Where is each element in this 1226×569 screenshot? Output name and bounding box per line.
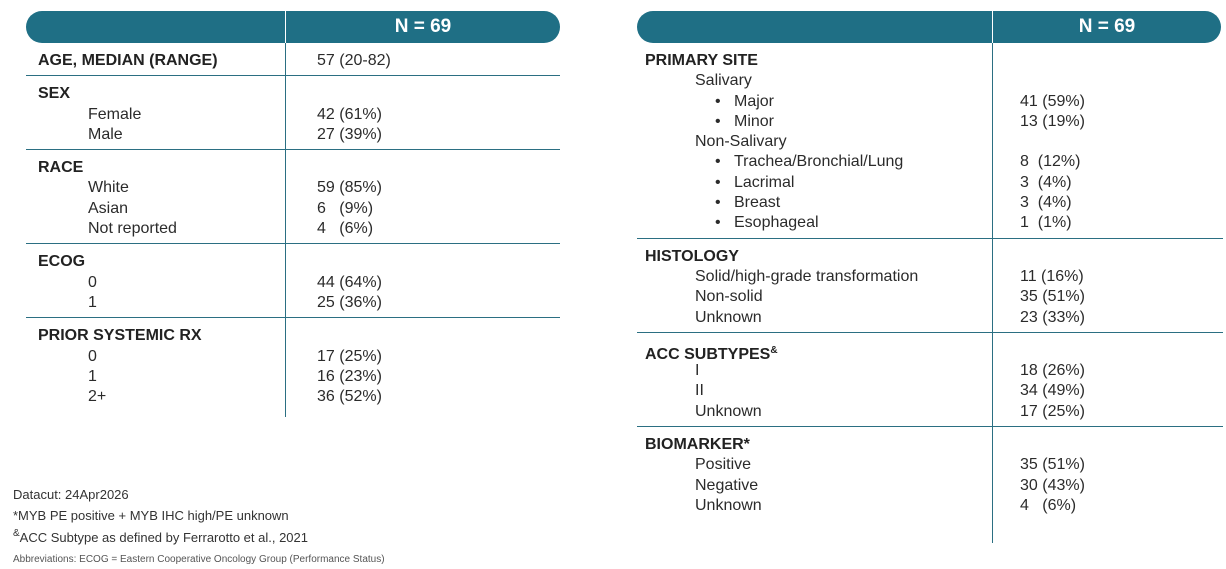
section-ecog [26,244,560,318]
table-row [26,178,560,198]
table-row [637,152,1223,172]
row-label: Unknown [695,496,762,514]
section-prior-systemic-rx [26,318,560,411]
table-row [637,402,1223,422]
row-label: 0 [88,347,97,365]
row-value: 18 (26%) [1020,362,1085,380]
row-value: 42 (61%) [317,105,382,123]
table-row [637,435,1223,455]
section-biomarker [637,427,1223,520]
abbreviations-note: Abbreviations: ECOG = Eastern Cooperative Oncology Group (Performance Status) [13,554,385,565]
table-row [26,347,560,367]
row-value: 1 (1%) [1020,214,1072,232]
row-label: Major [734,92,775,110]
row-label: Unknown [695,308,762,326]
section-title: HISTOLOGY [645,247,739,265]
row-value: 8 (12%) [1020,153,1081,171]
row-label: 0 [88,273,97,291]
subgroup-label: Salivary [695,72,752,90]
table-row [637,381,1223,401]
section-sex [26,76,560,150]
n-count-label: N = 69 [394,16,452,37]
section-histology [637,239,1223,333]
table-row [637,308,1223,328]
row-value: 3 (4%) [1020,194,1072,212]
table-row [26,51,560,71]
section-primary-site [637,43,1223,239]
section-acc-subtypes [637,333,1223,427]
table-row [26,273,560,293]
bullet-icon: • [715,112,721,130]
section-title: ECOG [38,253,86,271]
bullet-icon: • [715,173,721,191]
bullet-icon: • [715,214,721,232]
bullet-icon: • [715,153,721,171]
bullet-icon: • [715,194,721,212]
section-title: SEX [38,85,71,103]
table-row [637,112,1223,132]
table-row [26,326,560,346]
table-row [637,247,1223,267]
acc-subtype-footnote [13,525,385,547]
section-title: BIOMARKER* [645,436,750,454]
row-label: II [695,382,704,400]
table-row [26,387,560,407]
footnote-marker: & [770,344,778,356]
datacut-note: Datacut: 24Apr2026 [13,487,129,502]
section-title: PRIMARY SITE [645,52,758,69]
row-value: 17 (25%) [317,347,382,365]
row-label: Minor [734,112,775,130]
row-value: 3 (4%) [1020,173,1072,191]
row-label: 1 [88,293,97,311]
row-label: Male [88,125,123,143]
table-row [637,287,1223,307]
row-value: 34 (49%) [1020,382,1085,400]
row-label: Unknown [695,402,762,420]
subgroup-label: Non-Salivary [695,133,787,151]
row-label: Not reported [88,220,177,238]
table-row [26,367,560,387]
row-value: 6 (9%) [317,199,374,217]
row-value: 11 (16%) [1020,267,1084,285]
table-row [637,267,1223,287]
row-label: 1 [88,367,97,385]
row-label: Female [88,105,142,123]
demographics-table [26,11,560,411]
table-row [26,293,560,313]
row-label: Trachea/Bronchial/Lung [734,153,904,171]
section-title: RACE [38,159,84,177]
table-row [26,219,560,239]
row-label: Lacrimal [734,173,795,191]
biomarker-footnote: *MYB PE positive + MYB IHC high/PE unknown [13,508,289,523]
footnotes [13,486,385,569]
row-label: White [88,179,129,197]
table-row [637,173,1223,193]
bullet-icon: • [715,92,721,110]
table-row [26,105,560,125]
footnote-marker: & [13,528,20,539]
section-title-text: ACC SUBTYPES [645,345,771,363]
row-value: 17 (25%) [1020,402,1085,420]
table-row [637,341,1223,361]
row-value: 41 (59%) [1020,92,1085,110]
section-age [26,43,560,76]
row-label: Breast [734,194,781,212]
table-row [637,476,1223,496]
row-value: 16 (23%) [317,367,382,385]
row-value: 4 (6%) [1020,496,1077,514]
row-value: 13 (19%) [1020,112,1085,130]
row-label: Asian [88,199,129,217]
row-value: 30 (43%) [1020,476,1085,494]
row-label: I [695,362,700,380]
footnote-text: ACC Subtype as defined by Ferrarotto et al., 2021 [19,530,309,545]
section-title: PRIOR SYSTEMIC RX [38,327,202,345]
table-row [26,84,560,104]
table-header-bar [26,11,560,43]
row-label: Solid/high-grade transformation [695,267,919,285]
row-label: Negative [695,476,759,494]
table-row [637,92,1223,112]
row-value: 44 (64%) [317,273,382,291]
row-value: 59 (85%) [317,179,382,197]
row-value: 23 (33%) [1020,308,1085,326]
row-value: 27 (39%) [317,125,382,143]
table-header-bar [637,11,1221,43]
table-row [637,361,1223,381]
row-value: 57 (20-82) [317,52,391,69]
disease-characteristics-table [637,11,1223,520]
table-row [26,199,560,219]
section-title: AGE, MEDIAN (RANGE) [38,52,218,69]
section-race [26,150,560,244]
n-count-label: N = 69 [1078,16,1136,37]
table-row [26,252,560,272]
table-row [637,132,1223,152]
row-value: 25 (36%) [317,293,382,311]
row-value: 36 (52%) [317,388,382,406]
table-row [637,71,1223,91]
table-row [637,51,1223,71]
row-value: 35 (51%) [1020,288,1085,306]
row-value: 4 (6%) [317,220,374,238]
row-label: 2+ [88,388,107,406]
table-row [637,455,1223,475]
table-row [26,125,560,145]
row-label: Esophageal [734,214,819,232]
table-row [637,213,1223,233]
table-row [637,496,1223,516]
row-value: 35 (51%) [1020,456,1085,474]
table-row [637,193,1223,213]
row-label: Positive [695,456,752,474]
table-row [26,158,560,178]
row-label: Non-solid [695,288,763,306]
